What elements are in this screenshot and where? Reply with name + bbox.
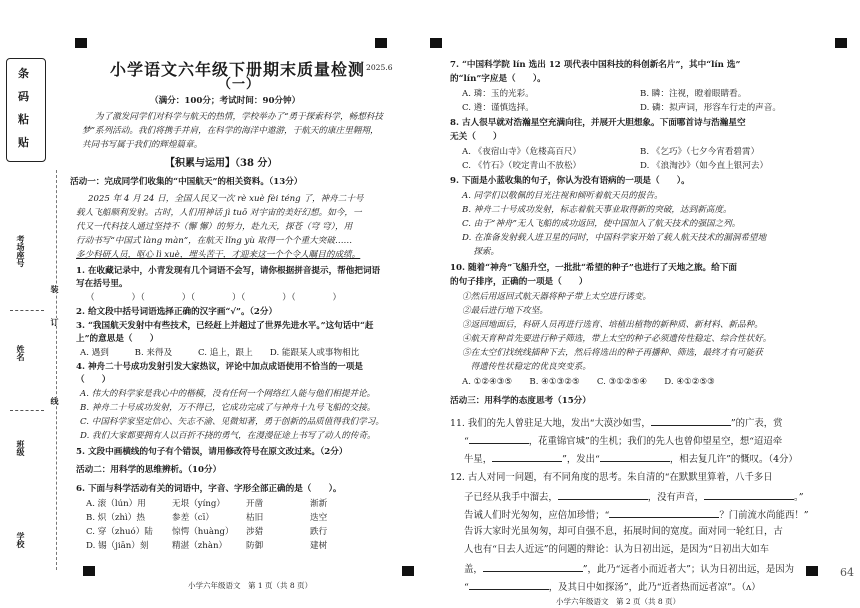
q11-text: 牛星， [464,454,493,465]
sentence-item: ③返回地面后，科研人员再进行选育、培植出植物的新种质、新材料、新品种。 [462,320,763,330]
intro-line: 共同书写属于我们的辉煌篇章。 [82,140,203,150]
sentence-item: 得遗传性状稳定的优良突变系。 [462,362,591,372]
answer-blank[interactable] [600,452,670,462]
score-time: （满分：100分；考试时间：90分钟） [150,96,301,106]
answer-blank[interactable] [492,452,562,462]
registration-mark [375,38,387,48]
q11-text: ”的广表，赏 [730,418,783,429]
option-line: D. 磷：拟声词，形容车行走的声音。 [640,103,781,113]
q11-text: 11. 我们的先人曾驻足大地，发出“大漠沙如雪， [450,418,651,429]
question-11 [450,416,782,429]
field-school: 学校 [16,532,26,548]
question-3-cont: 上”的意思是（ ） [76,334,159,344]
q11-text: ，相去复几许”的慨叹。（4分） [669,454,798,465]
sentence-item: ②最后进行地下攻坚。 [462,306,548,316]
binding-line [56,170,57,570]
passage-line: 载人飞船顺利发射。古时，人们用神话 jì tuō 对宇宙的美好幻想。如今，一 [76,208,362,218]
q6-cell: 跌行 [310,527,328,537]
intro-line: 为了激发同学们对科学与航天的热情，学校举办了“勇于探索科学，畅想科技 [95,112,383,122]
answer-blank[interactable] [704,490,794,500]
q6-cell: 无垠（yíng） [172,499,226,509]
q6-cell: 精湛（zhàn） [172,541,228,551]
field-underline [10,310,44,311]
q6-cell: 开凿 [246,499,264,509]
answer-blank[interactable] [558,490,648,500]
question-11-line3 [464,452,798,465]
q12-text: “ [464,582,469,593]
option-line: C. 由于“神舟”无人飞船的成功返回，使中国加入了航天技术的强国之列。 [462,219,741,229]
activity-heading: 活动一：完成同学们收集的“中国航天”的相关资料。（13分） [70,177,303,187]
passage-line: 2025 年 4 月 24 日，全国人民又一次 rè xuè fèi téng 了，神舟二十号 [88,194,364,204]
seal-char: 粘 [18,113,29,126]
q6-cell: 涉猎 [246,527,264,537]
page-footer: 小学六年级语文 第 1 页（共 8 页） [188,581,313,590]
q6-cell: C. 穿（zhuó）陆 [86,527,153,537]
q6-cell: 惊愕（huàng） [172,527,234,537]
q11-text: ，花重锦官城”的生机；我们的先人也曾仰望星空，想“迢迢牵 [528,436,783,447]
question-12-line [464,490,804,503]
answer-blank[interactable] [609,508,719,518]
q6-cell: 迭空 [310,513,328,523]
q6-cell: 建树 [310,541,328,551]
passage-line: 行动书写“中国式 làng màn”，在航天 lǐng yù 取得一个个重大突破…… [76,236,353,246]
registration-mark [430,38,442,48]
registration-mark [75,38,87,48]
question-4-cont: （ ） [76,375,111,385]
option-line: D. 我们大家都要拥有人以百折不挠的勇气，在漫漫征途上书写了动人的传奇。 [80,431,376,441]
answer-blank[interactable] [483,562,583,572]
answer-blank[interactable] [469,434,529,444]
q6-cell: 防御 [246,541,264,551]
option-line: 探索。 [462,247,500,257]
question-12-line [464,562,794,575]
cut-mark: 装 [50,285,60,293]
option-line: C. 中国科学家坚定信心、矢志不渝、见微知著，勇于创新的品质值得我们学习。 [80,417,384,427]
answer-blank[interactable] [469,580,549,590]
q6-cell: B. 炽（zhì）热 [86,513,145,523]
field-class: 班级 [16,440,26,456]
option-line: A. 《夜宿山寺》（危楼高百尺） [462,147,582,157]
question-12-line: 告诉大家时光虽匆匆，却可自强不息，拓展时间的宽度。面对同一轮红日，古 [464,526,783,537]
option-line: B. 瞵：注视，瞪着眼睛看。 [640,89,747,99]
sentence-item: ①然后用返回式航天器将种子带上太空进行诱变。 [462,292,652,302]
exam-date: 2025.6 [366,63,393,72]
question-3-options: A. 遇到 B. 来得及 C. 追上，跟上 D. 能跟某人或事物相比 [80,348,360,358]
q12-text: ，没有声音， [647,492,705,503]
barcode-seal-box [6,58,46,162]
exam-title: 小学语文六年级下册期末质量检测 [110,60,366,79]
field-exam-seat: 考场座号 [16,235,26,267]
q12-text: ？门前流水尚能西！” [719,510,809,521]
question-11-line2 [464,434,782,447]
registration-mark [806,566,818,576]
cut-mark: 订 [50,318,60,326]
seal-char: 贴 [18,136,29,149]
activity-heading: 活动三：用科学的态度思考（15分） [450,396,591,406]
registration-mark [402,566,414,576]
passage-line: 代又一代科技人通过坚持不（懈 懈）的努力，赴九天，探苍（穹 穹），用 [76,222,353,232]
option-line: C. 遴：谨慎选择。 [462,103,534,113]
q12-text: 。” [794,492,804,503]
option-line: D. 在准备发射载人进卫星的同时，中国科学家开始了载人航天技术的漏洞希望地 [462,233,767,243]
page-footer: 小学六年级语文 第 2 页（共 8 页） [556,597,681,606]
option-line: A. 伟大的科学家是我心中的楷模，没有任何一个网络红人能与他们相提并论。 [80,389,376,399]
section-heading: 【积累与运用】（38 分） [165,158,278,169]
question-5: 5. 文段中画横线的句子有个错误，请用修改符号在原文改过来。（2分） [76,447,348,457]
question-7-cont: 的“lín”字应是（ ）。 [450,74,546,84]
question-8: 8. 古人很早就对浩瀚星空充满向往，并展开大胆想象。下面哪首诗与浩瀚星空 [450,118,746,128]
question-4: 4. 神舟二十号成功发射引发大家热议，评论中加点成语使用不恰当的一项是 [76,362,363,372]
q6-cell: 渐新 [310,499,328,509]
seal-char: 条 [18,67,29,80]
q11-text: “ [464,436,469,447]
option-line: A. 璘：玉的光彩。 [462,89,534,99]
cut-mark: 线 [50,397,60,405]
question-1-cont: 写在括号里。 [76,279,128,289]
option-line: B. 神舟二十号成功发射，万不得已，它成功完成了与神舟十九号飞船的交接。 [80,403,376,413]
question-9: 9. 下面是小蓝收集的句子，你认为没有语病的一项是（ ）。 [450,176,690,186]
option-line: B. 《乞巧》（七夕今宵看碧霄） [640,147,760,157]
question-10-options: A. ①②④③⑤ B. ④①③②⑤ C. ③①②⑤④ D. ④①②⑤③ [462,377,715,387]
q6-cell: D. 锡（jiān）刻 [86,541,149,551]
q6-cell: A. 滚（lún）用 [86,499,146,509]
answer-blank[interactable] [651,416,731,426]
field-underline [10,410,44,411]
exam-part: （一） [218,77,261,92]
activity-heading: 活动二：用科学的思维辨析。（10分） [76,465,222,475]
question-10: 10. 随着“神舟”飞船升空，一批批“希望的种子”也进行了天地之旅。给下面 [450,263,737,273]
question-1: 1. 在收藏记录中，小青发现有几个词语不会写，请你根据拼音提示，帮他把词语 [76,266,381,276]
question-12-line [464,580,761,593]
page-tag: 64 [840,566,854,579]
question-2: 2. 给文段中括号词语选择正确的汉字画“√”。（2分） [76,307,278,317]
option-line: C. 《竹石》（咬定青山不放松） [462,161,582,171]
option-line: B. 神舟二十号成功发射，标志着航天事业取得新的突破，达到新高度。 [462,205,732,215]
question-8-cont: 无关（ ） [450,132,502,142]
q6-cell: 参差（cī） [172,513,214,523]
q6-cell: 枯旧 [246,513,264,523]
question-6: 6. 下面与科学活动有关的词语中，字音、字形全部正确的是（ ）。 [76,484,342,494]
q11-text: ”，发出“ [562,454,600,465]
registration-mark [835,38,847,48]
sentence-item: ④航天育种首先要进行种子筛选，带上太空的种子必须遗传性稳定、综合性状好。 [462,334,772,344]
intro-line: 梦”系列活动。我们将携手并肩，在科学的海洋中遨游，于航天的康庄里翱翔， [82,126,379,136]
q12-text: 盖， [464,564,483,575]
option-line: D. 《浪淘沙》（如今直上银河去） [640,161,769,171]
question-12-line: 人也有“日去人近远”的问题的辩论：认为日初出远，是因为“日初出大如车 [464,544,770,555]
sentence-item: ⑤在太空们找统线插种下去，然后将选出的种子再播种、筛选，最终才有可能获 [462,348,763,358]
option-line: A. 同学们以敬佩的目光注视和倾听着航天员的报告。 [462,191,663,201]
question-12-line [464,508,809,521]
q12-text: 告诫人们时光匆匆，应倍加珍惜；“ [464,510,610,521]
question-7: 7. “中国科学院 lín 选出 12 项代表中国科技的科创新名片”，其中“lín 选” [450,60,741,70]
answer-blanks[interactable]: （ ）（ ）（ ）（ ）（ ） [86,293,342,303]
q12-text: 子已经从我手中溜去， [464,492,558,503]
seal-char: 码 [18,90,29,103]
question-3: 3. “我国航天发射中有些技术，已经赶上并超过了世界先进水平。”这句话中“赶 [76,321,374,331]
question-12: 12. 古人对同一问题，有不同角度的思考。朱自清的“在默默里算着，八千多日 [450,472,773,483]
registration-mark [83,566,95,576]
field-name: 姓名 [16,345,26,361]
question-10-cont: 的句子排序，正确的一项是（ ） [450,277,588,287]
passage-line: 多少科研人员，呕心 lì xuè，埋头苦干，才迎来这一个个令人瞩目的成绩。 [76,250,361,260]
q12-text: ”，此乃“远者小而近者大”；认为日初出远，是因为 [582,564,795,575]
q12-text: ，及其日中如探汤”，此乃“近者热而远者凉”。（ʌ） [548,582,761,593]
